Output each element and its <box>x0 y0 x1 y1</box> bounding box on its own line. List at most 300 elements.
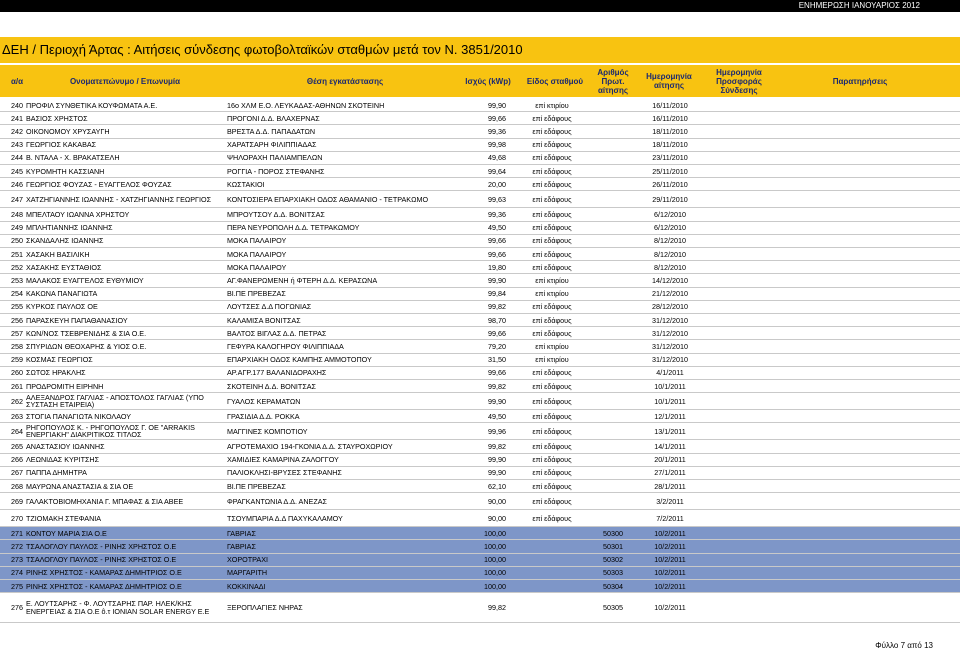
row-number: 256 <box>11 315 23 325</box>
applicant-name: ΣΠΥΡΙΔΩΝ ΘΕΟΧΑΡΗΣ & ΥΙΟΣ Ο.Ε. <box>26 341 147 351</box>
power-kwp: 90,00 <box>488 496 506 506</box>
col-date: Ημερομηνία αίτησης <box>646 72 692 90</box>
installation-location: ΚΟΝΤΟΣΙΕΡΑ ΕΠΑΡΧΙΑΚΗ ΟΔΟΣ ΑΘΑΜΑΝΙΟ - ΤΕΤΡΑΚΩΜΟ <box>227 194 429 204</box>
installation-location: ΜΑΓΓΙΝΕΣ ΚΟΜΠΟΤΙΟΥ <box>227 426 308 436</box>
applicant-name: ΤΣΑΛΟΓΛΟΥ ΠΑΥΛΟΣ - ΡΙΝΗΣ ΧΡΗΣΤΟΣ Ο.Ε <box>26 541 177 551</box>
applicant-name: ΤΖΙΟΜΑΚΗ ΣΤΕΦΑΝΙΑ <box>26 513 102 523</box>
installation-location: ΓΥΑΛΟΣ ΚΕΡΑΜΑΤΩΝ <box>227 396 301 406</box>
protocol-number <box>593 393 633 409</box>
applicant-name: ΑΝΑΣΤΑΣΙΟΥ ΙΩΑΝΝΗΣ <box>26 441 105 451</box>
power-kwp: 99,66 <box>488 113 506 123</box>
station-type: επί εδάφους <box>532 513 572 523</box>
station-type: επί εδάφους <box>532 468 572 478</box>
applicant-name: ΧΑΣΑΚΗ ΒΑΣΙΛΙΚΗ <box>26 249 90 259</box>
col-type: Είδος σταθμού <box>526 76 584 86</box>
installation-location: ΒΑΛΤΟΣ ΒΙΓΛΑΣ Δ.Δ. ΠΕΤΡΑΣ <box>227 328 327 338</box>
application-date: 10/2/2011 <box>654 603 686 613</box>
protocol-number <box>593 125 633 137</box>
application-date: 10/2/2011 <box>654 555 686 565</box>
table-row <box>0 410 960 423</box>
application-date: 8/12/2010 <box>654 236 686 246</box>
protocol-number: 50301 <box>603 541 623 551</box>
station-type: επί εδάφους <box>532 223 572 233</box>
installation-location: ΓΕΦΥΡΑ ΚΑΛΟΓΗΡΟΥ ΦΙΛΙΠΠΙΑΔΑ <box>227 341 344 351</box>
protocol-number <box>593 248 633 260</box>
applicant-name: ΠΑΠΠΑ ΔΗΜΗΤΡΑ <box>26 468 87 478</box>
table-row <box>0 152 960 165</box>
power-kwp: 99,36 <box>488 209 506 219</box>
protocol-number <box>593 493 633 509</box>
table-row <box>0 125 960 138</box>
power-kwp: 99,98 <box>488 140 506 150</box>
table-row <box>0 261 960 274</box>
applicant-name: ΜΑΥΡΩΝΑ ΑΝΑΣΤΑΣΙΑ & ΣΙΑ ΟΕ <box>26 481 134 491</box>
installation-location: ΑΡ.ΑΓΡ.177 ΒΑΛΑΝΙΔΟΡΑΧΗΣ <box>227 368 327 378</box>
power-kwp: 99,66 <box>488 368 506 378</box>
protocol-number: 50305 <box>603 603 623 613</box>
power-kwp: 99,82 <box>488 441 506 451</box>
installation-location: ΕΠΑΡΧΙΑΚΗ ΟΔΟΣ ΚΑΜΠΗΣ ΑΜΜΟΤΟΠΟΥ <box>227 355 372 365</box>
power-kwp: 62,10 <box>488 481 506 491</box>
application-date: 10/2/2011 <box>654 541 686 551</box>
table-row <box>0 139 960 152</box>
col-kw: Ισχύς (kWp) <box>465 76 511 86</box>
col-no: α/α <box>10 76 24 86</box>
station-type <box>512 554 592 566</box>
table-row <box>0 454 960 467</box>
power-kwp: 99,96 <box>488 426 506 436</box>
protocol-number: 50300 <box>603 528 623 538</box>
row-number: 258 <box>11 341 23 351</box>
installation-location: ΓΑΒΡΙΑΣ <box>227 528 256 538</box>
protocol-number <box>593 367 633 379</box>
application-date: 16/11/2010 <box>652 100 688 110</box>
installation-location: ΧΑΡΑΤΣΑΡΗ ΦΙΛΙΠΠΙΑΔΑΣ <box>227 140 317 150</box>
table-row <box>0 208 960 221</box>
power-kwp: 49,68 <box>488 153 506 163</box>
power-kwp: 90,00 <box>488 513 506 523</box>
installation-location: ΣΚΟΤΕΙΝΗ Δ.Δ. ΒΟΝΙΤΣΑΣ <box>227 381 317 391</box>
row-number: 254 <box>11 289 23 299</box>
row-number: 274 <box>11 568 23 578</box>
top-banner <box>0 0 960 12</box>
applicant-name: ΟΙΚΟΝΟΜΟΥ ΧΡΥΣΑΥΓΗ <box>26 126 110 136</box>
power-kwp: 99,90 <box>488 468 506 478</box>
applicant-name: ΡΙΝΗΣ ΧΡΗΣΤΟΣ - ΚΑΜΑΡΑΣ ΔΗΜΗΤΡΙΟΣ Ο.Ε <box>26 581 182 591</box>
row-number: 257 <box>11 328 23 338</box>
row-number: 263 <box>11 411 23 421</box>
applicant-name: Β. ΝΤΑΛΑ - Χ. ΒΡΑΚΑΤΣΕΛΗ <box>26 153 120 163</box>
installation-location: ΧΑΜΙΔΙΕΣ ΚΑΜΑΡΙΝΑ ΖΑΛΟΓΓΟΥ <box>227 455 339 465</box>
application-date: 31/12/2010 <box>652 315 688 325</box>
row-number: 244 <box>11 153 23 163</box>
installation-location: ΠΕΡΑ ΝΕΥΡΟΠΟΛΗ Δ.Δ. ΤΕΤΡΑΚΩΜΟΥ <box>227 223 360 233</box>
application-date: 10/2/2011 <box>654 528 686 538</box>
power-kwp: 100,00 <box>484 581 506 591</box>
row-number: 273 <box>11 555 23 565</box>
station-type: επί εδάφους <box>532 368 572 378</box>
station-type: επί εδάφους <box>532 262 572 272</box>
applicant-name: ΣΩΤΟΣ ΗΡΑΚΛΗΣ <box>26 368 86 378</box>
station-type: επί εδάφους <box>532 166 572 176</box>
installation-location: ΨΗΛΟΡΑΧΗ ΠΑΛΙΑΜΠΕΛΩΝ <box>227 153 323 163</box>
protocol-number <box>593 327 633 339</box>
application-date: 25/11/2010 <box>652 166 688 176</box>
row-number: 266 <box>11 455 23 465</box>
applicant-name: ΤΣΑΛΟΓΛΟΥ ΠΑΥΛΟΣ - ΡΙΝΗΣ ΧΡΗΣΤΟΣ Ο.Ε <box>26 555 177 565</box>
row-number: 260 <box>11 368 23 378</box>
application-date: 10/1/2011 <box>654 381 686 391</box>
page-title: ΔΕΗ / Περιοχή Άρτας : Αιτήσεις σύνδεσης φωτοβολταϊκών σταθμών μετά τον Ν. 3851/2010 <box>0 37 960 63</box>
station-type: επί εδάφους <box>532 140 572 150</box>
station-type: επί κτιρίου <box>535 341 569 351</box>
row-number: 261 <box>11 381 23 391</box>
applicant-name: ΧΑΤΖΗΓΙΑΝΝΗΣ ΙΩΑΝΝΗΣ - ΧΑΤΖΗΓΙΑΝΝΗΣ ΓΕΩΡΓΙΟΣ <box>26 194 212 204</box>
power-kwp: 20,00 <box>488 179 506 189</box>
power-kwp: 99,90 <box>488 396 506 406</box>
row-number: 265 <box>11 441 23 451</box>
row-number: 268 <box>11 481 23 491</box>
row-number: 249 <box>11 223 23 233</box>
application-date: 21/12/2010 <box>652 289 688 299</box>
applicant-name: ΣΤΟΓΙΑ ΠΑΝΑΓΙΩΤΑ ΝΙΚΟΛΑΟΥ <box>26 411 132 421</box>
installation-location: ΜΟΚΑ ΠΑΛΑΙΡΟΥ <box>227 262 287 272</box>
application-date: 3/2/2011 <box>656 496 684 506</box>
installation-location: ΡΟΓΓΙΑ - ΠΟΡΟΣ ΣΤΕΦΑΝΗΣ <box>227 166 325 176</box>
application-date: 13/1/2011 <box>654 426 686 436</box>
installation-location: ΚΩΣΤΑΚΙΟΙ <box>227 179 265 189</box>
row-number: 245 <box>11 166 23 176</box>
power-kwp: 99,82 <box>488 603 506 613</box>
application-date: 7/2/2011 <box>656 513 684 523</box>
installation-location: ΜΟΚΑ ΠΑΛΑΙΡΟΥ <box>227 236 287 246</box>
applicant-name: ΓΕΩΡΓΙΟΣ ΚΑΚΑΒΑΣ <box>26 140 97 150</box>
station-type: επί κτιρίου <box>535 100 569 110</box>
protocol-number <box>593 222 633 234</box>
protocol-number <box>593 274 633 286</box>
table-row <box>0 222 960 235</box>
col-name: Ονοματεπώνυμο / Επωνυμία <box>69 76 181 86</box>
station-type <box>512 580 592 592</box>
col-location: Θέση εγκατάστασης <box>306 76 384 86</box>
col-proto: Αριθμός Πρωτ. αίτησης <box>597 67 629 95</box>
applicant-name: ΓΑΛΑΚΤΟΒΙΟΜΗΧΑΝΙΑ Γ. ΜΠΑΦΑΣ & ΣΙΑ ΑΒΕΕ <box>26 496 184 506</box>
table-row <box>0 354 960 367</box>
station-type: επί εδάφους <box>532 126 572 136</box>
row-number: 246 <box>11 179 23 189</box>
table-row <box>0 467 960 480</box>
applicant-name: ΚΟΝΤΟΥ ΜΑΡΙΑ ΣΙΑ Ο.Ε <box>26 528 107 538</box>
power-kwp: 79,20 <box>488 341 506 351</box>
table-row <box>0 393 960 410</box>
application-date: 6/12/2010 <box>654 209 686 219</box>
protocol-number <box>593 510 633 526</box>
application-date: 31/12/2010 <box>652 328 688 338</box>
page-number: Φύλλο 7 από 13 <box>875 641 933 650</box>
row-number: 248 <box>11 209 23 219</box>
table-row <box>0 580 960 593</box>
installation-location: ΒΙ.ΠΕ ΠΡΕΒΕΖΑΣ <box>227 481 286 491</box>
applicant-name: ΚΟΣΜΑΣ ΓΕΩΡΓΙΟΣ <box>26 355 93 365</box>
table-row <box>0 301 960 314</box>
row-number: 276 <box>11 603 23 613</box>
station-type: επί εδάφους <box>532 411 572 421</box>
power-kwp: 99,64 <box>488 166 506 176</box>
station-type: επί εδάφους <box>532 481 572 491</box>
protocol-number <box>593 467 633 479</box>
protocol-number <box>593 354 633 366</box>
station-type: επί εδάφους <box>532 396 572 406</box>
power-kwp: 99,36 <box>488 126 506 136</box>
table-row <box>0 112 960 125</box>
table-row <box>0 593 960 623</box>
installation-location: ΜΠΡΟΥΤΣΟΥ Δ.Δ. ΒΟΝΙΤΣΑΣ <box>227 209 325 219</box>
installation-location: ΧΟΡΟΤΡΑΧΙ <box>227 555 269 565</box>
installation-location: ΛΟΥΤΣΕΣ Δ.Δ ΠΟΓΩΝΙΑΣ <box>227 302 312 312</box>
protocol-number <box>593 440 633 452</box>
table-header <box>0 65 960 97</box>
applicant-name: ΡΗΓΟΠΟΥΛΟΣ Κ. - ΡΗΓΟΠΟΥΛΟΣ Γ. ΟΕ "ARRAKIS ΕΝΕΡΓΙΑΚΗ" ΔΙΑΚΡΙΤΙΚΟΣ ΤΙΤΛΟΣ <box>26 423 195 440</box>
application-date: 18/11/2010 <box>652 140 688 150</box>
applicant-name: ΜΠΛΗΤΙΑΝΝΗΣ ΙΩΑΝΝΗΣ <box>26 223 113 233</box>
station-type <box>512 593 592 622</box>
protocol-number <box>593 165 633 177</box>
applicant-name: ΜΠΕΛΤΑΟΥ ΙΩΑΝΝΑ ΧΡΗΣΤΟΥ <box>26 209 130 219</box>
applicant-name: ΚΥΡΚΟΣ ΠΑΥΛΟΣ ΟΕ <box>26 302 98 312</box>
application-date: 18/11/2010 <box>652 126 688 136</box>
application-date: 14/1/2011 <box>654 441 686 451</box>
table-row <box>0 423 960 440</box>
application-date: 23/11/2010 <box>652 153 688 163</box>
applicant-name: ΠΡΟΔΡΟΜΙΤΗ ΕΙΡΗΝΗ <box>26 381 104 391</box>
row-number: 240 <box>11 100 23 110</box>
station-type <box>512 527 592 539</box>
application-date: 16/11/2010 <box>652 113 688 123</box>
protocol-number: 50304 <box>603 581 623 591</box>
power-kwp: 100,00 <box>484 528 506 538</box>
row-number: 262 <box>11 396 23 406</box>
row-number: 247 <box>11 194 23 204</box>
applicant-name: ΓΕΩΡΓΙΟΣ ΦΟΥΖΑΣ - ΕΥΑΓΓΕΛΟΣ ΦΟΥΖΑΣ <box>26 179 172 189</box>
application-date: 10/1/2011 <box>654 396 686 406</box>
power-kwp: 100,00 <box>484 555 506 565</box>
row-number: 267 <box>11 468 23 478</box>
station-type: επί εδάφους <box>532 302 572 312</box>
application-date: 12/1/2011 <box>654 411 686 421</box>
station-type <box>512 540 592 552</box>
application-date: 4/1/2011 <box>656 368 684 378</box>
row-number: 270 <box>11 513 23 523</box>
protocol-number <box>593 178 633 190</box>
installation-location: ΜΟΚΑ ΠΑΛΑΙΡΟΥ <box>227 249 287 259</box>
table-row <box>0 327 960 340</box>
table-row <box>0 493 960 510</box>
applicant-name: ΒΑΣΙΟΣ ΧΡΗΣΤΟΣ <box>26 113 88 123</box>
installation-location: ΦΡΑΓΚΑΝΤΩΝΙΑ Δ.Δ. ΑΝΕΖΑΣ <box>227 496 327 506</box>
protocol-number <box>593 423 633 439</box>
power-kwp: 99,90 <box>488 100 506 110</box>
application-date: 10/2/2011 <box>654 568 686 578</box>
station-type: επί εδάφους <box>532 113 572 123</box>
installation-location: ΑΓ.ΦΑΝΕΡΩΜΕΝΗ ή ΦΤΕΡΗ Δ.Δ. ΚΕΡΑΣΩΝΑ <box>227 275 378 285</box>
installation-location: ΒΙ.ΠΕ ΠΡΕΒΕΖΑΣ <box>227 289 286 299</box>
application-date: 27/1/2011 <box>654 468 686 478</box>
applicant-name: ΠΡΟΦΙΛ ΣΥΝΘΕΤΙΚΑ ΚΟΥΦΩΜΑΤΑ Α.Ε. <box>26 100 158 110</box>
table-row <box>0 440 960 453</box>
application-date: 20/1/2011 <box>654 455 686 465</box>
row-number: 259 <box>11 355 23 365</box>
applicant-name: ΜΑΛΑΚΟΣ ΕΥΑΓΓΕΛΟΣ ΕΥΘΥΜΙΟΥ <box>26 275 144 285</box>
applicant-name: ΧΑΣΑΚΗΣ ΕΥΣΤΑΘΙΟΣ <box>26 262 102 272</box>
application-date: 10/2/2011 <box>654 581 686 591</box>
protocol-number <box>593 208 633 220</box>
installation-location: ΒΡΕΣΤΑ Δ.Δ. ΠΑΠΑΔΑΤΩΝ <box>227 126 316 136</box>
row-number: 250 <box>11 236 23 246</box>
power-kwp: 99,66 <box>488 328 506 338</box>
applicant-name: ΚΥΡΟΜΗΤΗ ΚΑΣΣΙΑΝΗ <box>26 166 105 176</box>
power-kwp: 49,50 <box>488 223 506 233</box>
table-row <box>0 554 960 567</box>
applicant-name: Ε. ΛΟΥΤΣΑΡΗΣ - Φ. ΛΟΥΤΣΑΡΗΣ ΠΑΡ. ΗΛΕΚ/ΚΗΣ ΕΝΕΡΓΕΙΑΣ & ΣΙΑ Ο.Ε ô.τ IONIAN SOLAR ENERGY Ε.Ε <box>26 599 210 616</box>
application-date: 31/12/2010 <box>652 355 688 365</box>
power-kwp: 31,50 <box>488 355 506 365</box>
station-type: επί εδάφους <box>532 153 572 163</box>
row-number: 255 <box>11 302 23 312</box>
row-number: 275 <box>11 581 23 591</box>
update-label: ΕΝΗΜΕΡΩΣΗ ΙΑΝΟΥΑΡΙΟΣ 2012 <box>798 1 920 10</box>
table-row <box>0 288 960 301</box>
station-type <box>512 567 592 579</box>
table-row <box>0 165 960 178</box>
table-row <box>0 99 960 112</box>
station-type: επί κτιρίου <box>535 275 569 285</box>
power-kwp: 99,84 <box>488 289 506 299</box>
table-row <box>0 178 960 191</box>
protocol-number <box>593 301 633 313</box>
row-number: 269 <box>11 496 23 506</box>
table-row <box>0 248 960 261</box>
application-date: 28/12/2010 <box>652 302 688 312</box>
protocol-number <box>593 454 633 466</box>
protocol-number <box>593 235 633 247</box>
applicant-name: ΚΑΚΩΝΑ ΠΑΝΑΓΙΩΤΑ <box>26 289 98 299</box>
power-kwp: 49,50 <box>488 411 506 421</box>
station-type: επί κτιρίου <box>535 355 569 365</box>
applicant-name: ΡΙΝΗΣ ΧΡΗΣΤΟΣ - ΚΑΜΑΡΑΣ ΔΗΜΗΤΡΙΟΣ Ο.Ε <box>26 568 182 578</box>
applicant-name: ΚΩΝ/ΝΟΣ ΤΣΕΒΡΕΝΙΔΗΣ & ΣΙΑ Ο.Ε. <box>26 328 147 338</box>
application-date: 31/12/2010 <box>652 341 688 351</box>
row-number: 253 <box>11 275 23 285</box>
power-kwp: 98,70 <box>488 315 506 325</box>
row-number: 264 <box>11 426 23 436</box>
station-type: επί εδάφους <box>532 315 572 325</box>
protocol-number <box>593 191 633 207</box>
protocol-number <box>593 112 633 124</box>
installation-location: ΠΑΛΙΟΚΛΗΣΙ-ΒΡΥΣΕΣ ΣΤΕΦΑΝΗΣ <box>227 468 342 478</box>
installation-location: ΓΡΑΣΙΔΙΑ Δ.Δ. ΡΟΚΚΑ <box>227 411 300 421</box>
row-number: 243 <box>11 140 23 150</box>
station-type: επί εδάφους <box>532 426 572 436</box>
protocol-number <box>593 139 633 151</box>
table-row <box>0 340 960 353</box>
table-row <box>0 527 960 540</box>
protocol-number: 50303 <box>603 568 623 578</box>
table-row <box>0 274 960 287</box>
station-type: επί εδάφους <box>532 194 572 204</box>
station-type: επί εδάφους <box>532 441 572 451</box>
station-type: επί εδάφους <box>532 236 572 246</box>
power-kwp: 99,66 <box>488 249 506 259</box>
station-type: επί εδάφους <box>532 381 572 391</box>
application-date: 29/11/2010 <box>652 194 688 204</box>
power-kwp: 99,90 <box>488 275 506 285</box>
installation-location: ΚΑΛΑΜΙΣΑ ΒΟΝΙΤΣΑΣ <box>227 315 301 325</box>
power-kwp: 99,82 <box>488 302 506 312</box>
table-row <box>0 567 960 580</box>
protocol-number <box>593 410 633 422</box>
application-date: 14/12/2010 <box>652 275 688 285</box>
station-type: επί εδάφους <box>532 455 572 465</box>
table-row <box>0 510 960 527</box>
protocol-number <box>593 261 633 273</box>
station-type: επί εδάφους <box>532 209 572 219</box>
installation-location: ΤΣΟΥΜΠΑΡΙΑ Δ.Δ ΠΑΧΥΚΑΛΑΜΟΥ <box>227 513 343 523</box>
station-type: επί εδάφους <box>532 179 572 189</box>
applicant-name: ΛΕΩΝΙΔΑΣ ΚΥΡΙΤΣΗΣ <box>26 455 100 465</box>
table-row <box>0 480 960 493</box>
installation-location: 16ο ΧΛΜ Ε.Ο. ΛΕΥΚΑΔΑΣ-ΑΘΗΝΩΝ ΣΚΟΤΕΙΝΗ <box>227 100 385 110</box>
application-date: 28/1/2011 <box>654 481 686 491</box>
protocol-number <box>593 99 633 111</box>
application-date: 6/12/2010 <box>654 223 686 233</box>
protocol-number <box>593 380 633 392</box>
installation-location: ΚΟΚΚΙΝΑΔΙ <box>227 581 266 591</box>
installation-location: ΠΡΟΓΟΝΙ Δ.Δ. ΒΛΑΧΕΡΝΑΣ <box>227 113 320 123</box>
table-row <box>0 380 960 393</box>
application-date: 8/12/2010 <box>654 262 686 272</box>
table-row <box>0 191 960 208</box>
station-type: επί κτιρίου <box>535 289 569 299</box>
protocol-number <box>593 288 633 300</box>
power-kwp: 99,63 <box>488 194 506 204</box>
station-type: επί εδάφους <box>532 496 572 506</box>
power-kwp: 19,80 <box>488 262 506 272</box>
table-row <box>0 235 960 248</box>
applicant-name: ΣΚΑΝΔΑΛΗΣ ΙΩΑΝΝΗΣ <box>26 236 104 246</box>
row-number: 272 <box>11 541 23 551</box>
application-date: 26/11/2010 <box>652 179 688 189</box>
row-number: 251 <box>11 249 23 259</box>
station-type: επί εδάφους <box>532 328 572 338</box>
row-number: 271 <box>11 528 23 538</box>
row-number: 241 <box>11 113 23 123</box>
protocol-number <box>593 314 633 326</box>
power-kwp: 99,82 <box>488 381 506 391</box>
installation-location: ΜΑΡΓΑΡΙΤΗ <box>227 568 268 578</box>
power-kwp: 100,00 <box>484 568 506 578</box>
station-type: επί εδάφους <box>532 249 572 259</box>
applicant-name: ΑΛΕΞΑΝΔΡΟΣ ΓΑΓΛΙΑΣ - ΑΠΟΣΤΟΛΟΣ ΓΑΓΛΙΑΣ (ΥΠΟ ΣΥΣΤΑΣΗ ΕΤΑΙΡΕΙΑ) <box>26 393 204 410</box>
protocol-number: 50302 <box>603 555 623 565</box>
table-row <box>0 314 960 327</box>
installation-location: ΓΑΒΡΙΑΣ <box>227 541 256 551</box>
protocol-number <box>593 480 633 492</box>
col-remarks: Παρατηρήσεις <box>832 76 888 86</box>
application-date: 8/12/2010 <box>654 249 686 259</box>
installation-location: ΞΕΡΟΠΛΑΓΙΕΣ ΝΗΡΑΣ <box>227 603 303 613</box>
protocol-number <box>593 152 633 164</box>
power-kwp: 100,00 <box>484 541 506 551</box>
